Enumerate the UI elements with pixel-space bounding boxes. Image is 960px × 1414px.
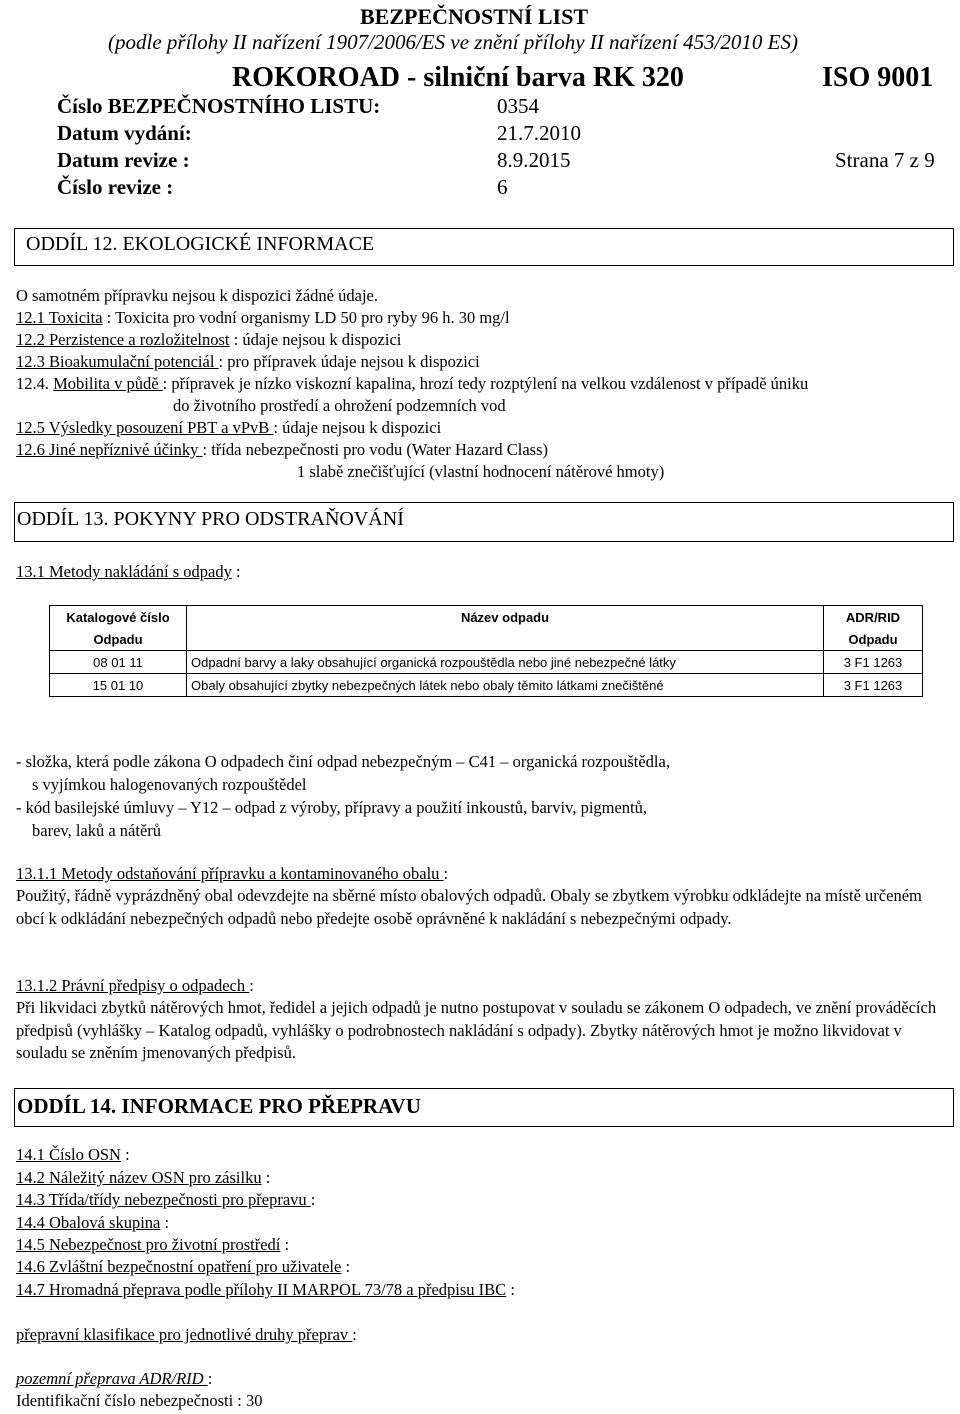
col-header-name-2 (187, 628, 824, 651)
s13-1-2-heading: 13.1.2 Právní předpisy o odpadech : (16, 976, 254, 995)
document-title: BEZPEČNOSTNÍ LIST (360, 4, 589, 29)
product-name: ROKOROAD - silniční barva RK 320 (232, 62, 684, 93)
s14-item-2: 14.2 Náležitý název OSN pro zásilku : (16, 1168, 271, 1187)
col-header-adr: ADR/RID (824, 606, 923, 629)
s13-1-1-heading: 13.1.1 Metody odstaňování přípravku a kontaminovaného obalu : (16, 864, 449, 883)
s13-note-2-cont: barev, laků a nátěrů (32, 821, 162, 840)
s12-item-6: 12.6 Jiné nepříznivé účinky : třída nebezpečnosti pro vodu (Water Hazard Class) (16, 440, 549, 459)
revision-date-label: Datum revize : (57, 148, 190, 172)
s12-item-2: 12.2 Perzistence a rozložitelnost : údaje nejsou k dispozici (16, 330, 402, 349)
iso-mark: ISO 9001 (822, 62, 934, 93)
s14-item-5: 14.5 Nebezpečnost pro životní prostředí : (16, 1235, 290, 1254)
table-row (50, 674, 923, 697)
col-header-adr-2: Odpadu (824, 628, 923, 651)
s12-intro: O samotném přípravku nejsou k dispozici žádné údaje. (16, 286, 378, 305)
page-number: Strana 7 z 9 (835, 148, 935, 172)
s13-note-1: - složka, která podle zákona O odpadech činí odpad nebezpečným – C41 – organická rozpouštědla, (16, 752, 670, 771)
s14-item-7: 14.7 Hromadná přeprava podle přílohy II MARPOL 73/78 a předpisu IBC : (16, 1280, 515, 1299)
s12-item-5: 12.5 Výsledky posouzení PBT a vPvB : údaje nejsou k dispozici (16, 418, 442, 437)
s12-item-4-cont: do životního prostředí a ohrožení podzemních vod (173, 396, 506, 415)
s13-note-1-cont: s vyjímkou halogenovaných rozpouštědel (32, 775, 307, 794)
col-header-code: Katalogové číslo (50, 606, 187, 629)
issue-date: 21.7.2010 (497, 121, 581, 145)
col-header-code-2: Odpadu (50, 628, 187, 651)
s14-adr-heading: pozemní přeprava ADR/RID : (16, 1369, 213, 1388)
s14-classification-heading: přepravní klasifikace pro jednotlivé druhy přeprav : (16, 1325, 357, 1344)
waste-name: Obaly obsahující zbytky nebezpečných látek nebo obaly těmito látkami znečištěné (187, 674, 824, 697)
s12-item-3: 12.3 Bioakumulační potenciál : pro přípravek údaje nejsou k dispozici (16, 352, 480, 371)
sheet-number: 0354 (497, 94, 539, 118)
revision-number: 6 (497, 175, 508, 199)
s14-item-3: 14.3 Třída/třídy nebezpečnosti pro přepravu : (16, 1190, 316, 1209)
s14-item-1: 14.1 Číslo OSN : (16, 1145, 130, 1164)
s14-item-6: 14.6 Zvláštní bezpečnostní opatření pro uživatele : (16, 1257, 351, 1276)
waste-table (49, 605, 923, 697)
waste-code: 08 01 11 (50, 651, 187, 674)
s14-hazard-id: Identifikační číslo nebezpečnosti : 30 (16, 1391, 263, 1410)
s13-1-1-text: Použitý, řádně vyprázdněný obal odevzdejte na sběrné místo obalových odpadů. Obaly se zbytkem výrobku odkládejte na místě určeném obcí k odkládání nebezpečných odpadů nebo předejte osobě oprávněné k nakládání s nebezpečnými odpady. (16, 886, 922, 928)
s12-item-6-cont: 1 slabě znečišťující (vlastní hodnocení nátěrové hmoty) (297, 462, 665, 481)
waste-code: 15 01 10 (50, 674, 187, 697)
col-header-name: Název odpadu (187, 606, 824, 629)
waste-name: Odpadní barvy a laky obsahující organická rozpouštědla nebo jiné nebezpečné látky (187, 651, 824, 674)
revision-number-label: Číslo revize : (57, 175, 174, 199)
s14-item-4: 14.4 Obalová skupina : (16, 1213, 170, 1232)
section-14-title: ODDÍL 14. INFORMACE PRO PŘEPRAVU (17, 1094, 421, 1118)
issue-date-label: Datum vydání: (57, 121, 192, 145)
s13-1-2-text: Při likvidaci zbytků nátěrových hmot, ředidel a jejich odpadů je nutno postupovat v souladu se zákonem O odpadech, ve znění prováděcích předpisů (vyhlášky – Katalog odpadů, vyhlášky o podrobnostech nakládání s odpady). Zbytky nátěrových hmot je možno likvidovat v souladu se zněním jmenovaných předpisů. (16, 998, 937, 1062)
s13-methods-heading: 13.1 Metody nakládání s odpady : (16, 562, 241, 581)
document-subtitle: (podle přílohy II nařízení 1907/2006/ES ve znění přílohy II nařízení 453/2010 ES) (108, 30, 798, 54)
section-13-title: ODDÍL 13. POKYNY PRO ODSTRAŇOVÁNÍ (17, 508, 404, 530)
waste-adr: 3 F1 1263 (824, 674, 923, 697)
s12-item-1: 12.1 Toxicita : Toxicita pro vodní organismy LD 50 pro ryby 96 h. 30 mg/l (16, 308, 510, 327)
waste-adr: 3 F1 1263 (824, 651, 923, 674)
section-12-title: ODDÍL 12. EKOLOGICKÉ INFORMACE (26, 233, 375, 255)
s12-item-4: 12.4. Mobilita v půdě : přípravek je nízko viskozní kapalina, hrozí tedy rozptýlení na velkou vzdálenost v případě úniku (16, 374, 809, 393)
s13-note-2: - kód basilejské úmluvy – Y12 – odpad z výroby, přípravy a použití inkoustů, barviv, pigmentů, (16, 798, 648, 817)
sheet-number-label: Číslo BEZPEČNOSTNÍHO LISTU: (57, 94, 381, 118)
revision-date: 8.9.2015 (497, 148, 571, 172)
table-row (50, 651, 923, 674)
